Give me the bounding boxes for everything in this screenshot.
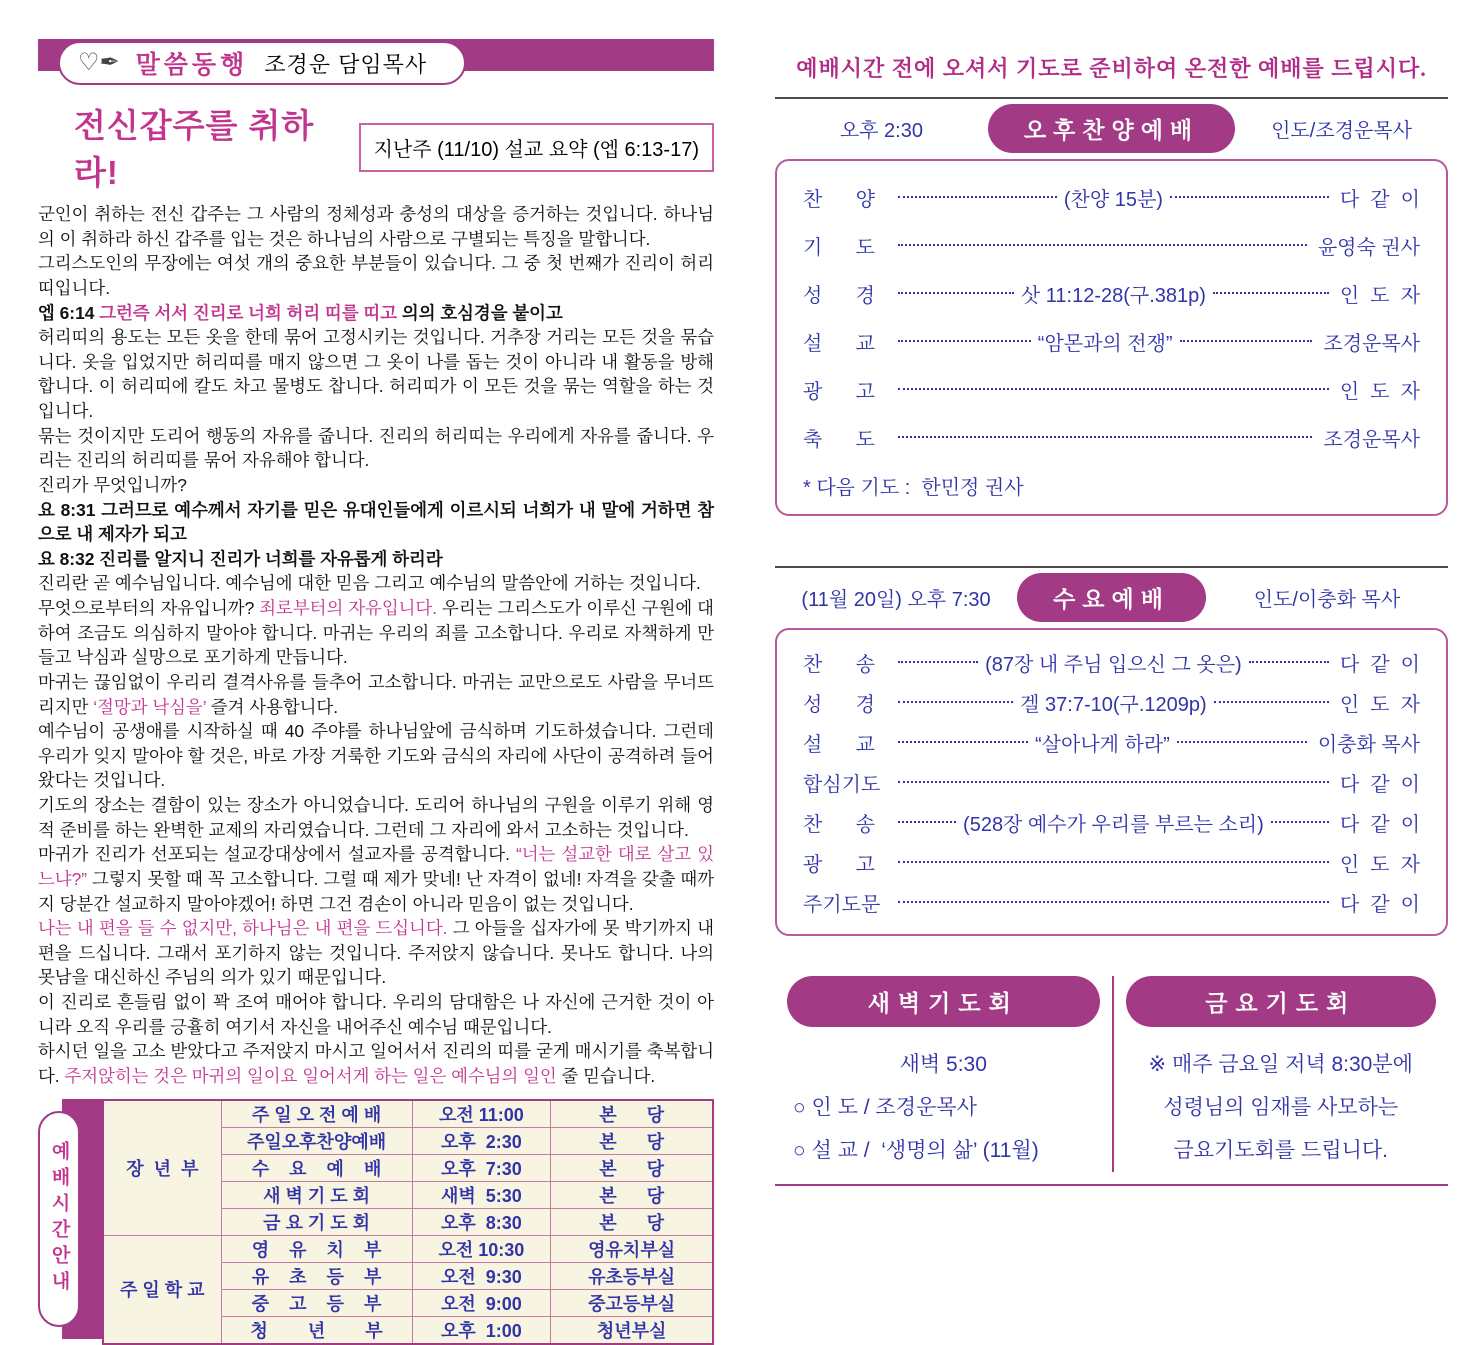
cell-name: 수 요 예 배 (221, 1154, 412, 1181)
service-time: (11월 20일) 오후 7:30 (801, 589, 991, 611)
order-item-detail: (87장 내 주님 입으신 그 옷은) (985, 653, 1242, 676)
dotted-leader (898, 901, 1329, 903)
prayer-line: ○ 설 교 / ‘생명의 삶’ (11월) (793, 1139, 1039, 1163)
dotted-leader (898, 436, 1312, 438)
order-item-detail: 겔 37:7-10(구.1209p) (1020, 693, 1207, 716)
order-item: 축 도 조경운목사 (803, 413, 1420, 461)
order-item-person: 윤영숙 권사 (1317, 236, 1420, 259)
sermon-title: 전신갑주를 취하라! (74, 107, 315, 191)
worship-time-strip (38, 1099, 102, 1339)
dotted-leader (1180, 340, 1313, 342)
dawn-prayer-box (775, 976, 1112, 1172)
order-page (775, 40, 1448, 1186)
afternoon-service-section (775, 104, 1448, 516)
order-item-person: 다 같 이 (1339, 188, 1420, 211)
order-item: 성 경 겔 37:7-10(구.1209p) 인 도 자 (803, 682, 1420, 722)
sermon-subtitle: 지난주 (11/10) 설교 요약 (엡 6:13-17) (359, 123, 714, 172)
dotted-leader (1214, 701, 1329, 703)
group-label: 주 일 학 교 (103, 1235, 221, 1344)
cell-name: 주일오후찬양예배 (221, 1127, 412, 1154)
divider-line (775, 566, 1448, 568)
table-row (103, 1100, 713, 1128)
order-item-detail: “암몬과의 전쟁” (1037, 332, 1173, 355)
sermon-paragraph: 군인이 취하는 전신 갑주는 그 사람의 정체성과 충성의 대상을 증거하는 것입니다. 하나님의 이 취하라 하신 갑주를 입는 것은 하나님의 사람으로 구별되는 특징을 말합니다. (38, 204, 714, 249)
order-item-person: 인 도 자 (1339, 853, 1420, 876)
sermon-paragraph: 진리란 곧 예수님입니다. 예수님에 대한 믿음 그리고 예수님의 말씀안에 거하는 것입니다. (38, 573, 701, 594)
order-item: 주기도문 다 같 이 (803, 882, 1420, 922)
dotted-leader (898, 340, 1031, 342)
service-title-pill: 수요예배 (1017, 573, 1206, 622)
order-item-detail: “살아나게 하라” (1035, 733, 1170, 756)
service-title-pill: 오후찬양예배 (988, 104, 1235, 153)
banner-pill (58, 41, 466, 85)
cell-place: 본 당 (551, 1181, 713, 1208)
friday-prayer-box (1112, 976, 1449, 1172)
order-item: 기 도 윤영숙 권사 (803, 221, 1420, 269)
order-item-person: 다 같 이 (1339, 813, 1421, 836)
sermon-title-row (38, 100, 714, 194)
order-item: 찬 양 (찬양 15분) 다 같 이 (803, 173, 1420, 221)
worship-time-label: 예배시간안내 (48, 1140, 70, 1297)
order-item-person: 이충화 목사 (1317, 733, 1420, 756)
order-item-person: 다 같 이 (1339, 773, 1420, 796)
cell-name: 유 초 등 부 (221, 1262, 412, 1289)
section-spacer (775, 516, 1448, 552)
dotted-leader (1271, 821, 1329, 823)
cell-time: 오전 9:00 (412, 1289, 551, 1316)
prayer-line: 금요기도회를 드립니다. (1173, 1139, 1389, 1163)
sermon-paragraph: 하시던 일을 고소 받았다고 주저앉지 마시고 일어서서 진리의 띠를 굳게 매시기를 축복합니다. 주저앉히는 것은 마귀의 일이요 일어서게 하는 일은 예수님의 일인 줄 믿습니다. (38, 1041, 714, 1086)
banner-pastor-name: 조경운 담임목사 (264, 51, 428, 77)
order-item: 광 고 인 도 자 (803, 842, 1420, 882)
order-item: 설 교 “암몬과의 전쟁” 조경운목사 (803, 317, 1420, 365)
sermon-paragraph: 그리스도인의 무장에는 여섯 개의 중요한 부분들이 있습니다. 그 중 첫 번째가 진리이 허리띠입니다. (38, 253, 714, 298)
order-item-person: 인 도 자 (1339, 693, 1420, 716)
dotted-leader (898, 781, 1329, 783)
wednesday-service-section (775, 573, 1448, 936)
sermon-paragraph: 기도의 장소는 결함이 있는 장소가 아니었습니다. 도리어 하나님의 구원을 이루기 위해 영적 준비를 하는 완벽한 교제의 자리였습니다. 그런데 그 자리에 와서 고소하는 것입니다. (38, 795, 714, 840)
order-item-person: 다 같 이 (1339, 893, 1420, 916)
dotted-leader (898, 196, 1057, 198)
prayer-meeting-section (775, 976, 1448, 1186)
cell-name: 중 고 등 부 (221, 1289, 412, 1316)
sermon-paragraph: 이 진리로 흔들림 없이 꽉 조여 매어야 합니다. 우리의 담대함은 나 자신에 근거한 것이 아니라 오직 우리를 긍휼히 여기서 자신을 내어주신 예수님 때문입니다. (38, 992, 714, 1037)
group-label: 장 년 부 (103, 1100, 221, 1236)
next-prayer-note: * 다음 기도 : 한민정 권사 (803, 477, 1024, 499)
cell-name: 새 벽 기 도 회 (221, 1181, 412, 1208)
dotted-leader (898, 244, 1307, 246)
order-item-detail: (528장 예수가 우리를 부르는 소리) (963, 813, 1264, 836)
dotted-leader (898, 388, 1329, 390)
prayer-line: 새벽 5:30 (899, 1053, 987, 1076)
order-item: 합심기도 다 같 이 (803, 762, 1420, 802)
order-item-person: 인 도 자 (1339, 284, 1421, 307)
sermon-paragraph: 묶는 것이지만 도리어 행동의 자유를 줍니다. 진리의 허리띠는 우리에게 자유를 줍니다. 우리는 진리의 허리띠를 묶어 자유해야 합니다. (38, 425, 714, 471)
cell-time: 오후 1:00 (412, 1316, 551, 1344)
prayer-line: ※ 매주 금요일 저녁 8:30분에 (1148, 1053, 1413, 1076)
order-item-person: 조경운목사 (1323, 428, 1420, 451)
order-item: 찬 송 (87장 내 주님 입으신 그 옷은) 다 같 이 (803, 642, 1420, 682)
service-time: 오후 2:30 (839, 120, 923, 142)
pen-heart-icon: ♡✒ (78, 49, 120, 76)
order-item: 성 경 삿 11:12-28(구.381p) 인 도 자 (803, 269, 1420, 317)
sermon-paragraph: 진리가 무엇입니까? (38, 474, 187, 495)
service-leader: 인도/이충화 목사 (1253, 589, 1401, 611)
dotted-leader (898, 861, 1329, 863)
sermon-paragraph: 나는 내 편을 들 수 없지만, 하나님은 내 편을 드십니다. 그 아들을 십자가에 못 박기까지 내편을 드십니다. 그래서 포기하지 않는 것입니다. 주저앉지 않습니다. 못나도 합니다. 나의 못남을 대신하신 주님의 의가 있기 때문입니다. (38, 918, 715, 988)
prayer-line: ○ 인 도 / 조경운목사 (793, 1096, 977, 1120)
table-row (103, 1235, 713, 1262)
cell-place: 중고등부실 (551, 1289, 713, 1316)
order-item-detail: (찬양 15분) (1063, 188, 1163, 211)
cell-time: 새벽 5:30 (412, 1181, 551, 1208)
cell-time: 오후 7:30 (412, 1154, 551, 1181)
service-header (775, 104, 1448, 153)
order-item: 찬 송 (528장 예수가 우리를 부르는 소리) 다 같 이 (803, 802, 1420, 842)
cell-place: 영유치부실 (551, 1235, 713, 1262)
prayer-line: 성령님의 임재를 사모하는 (1163, 1096, 1399, 1120)
friday-prayer-lines (1118, 1043, 1445, 1172)
dotted-leader (898, 292, 1014, 294)
dotted-leader (898, 701, 1013, 703)
service-leader: 인도/조경운목사 (1271, 120, 1412, 142)
cell-place: 본 당 (551, 1100, 713, 1128)
cell-place: 본 당 (551, 1154, 713, 1181)
banner-brand: 말씀동행 (135, 51, 249, 79)
dotted-leader (1249, 661, 1329, 663)
sermon-paragraph: 예수님이 공생애를 시작하실 때 40 주야를 하나님앞에 금식하며 기도하셨습니다. 그런데 우리가 잊지 말아야 할 것은, 바로 가장 거룩한 기도와 금식의 자리에 사단이 공격하려 들어왔다는 것입니다. (38, 721, 714, 791)
sermon-paragraph: 요 8:31 그러므로 예수께서 자기를 믿은 유대인들에게 이르시되 너희가 내 말에 거하면 참으로 내 제자가 되고 (38, 499, 714, 545)
sermon-paragraph: 허리띠의 용도는 모든 옷을 한데 묶어 고정시키는 것입니다. 거추장 거리는 모든 것을 묶습니다. 옷을 입었지만 허리띠를 매지 않으면 그 옷이 나를 돕는 것이 아니라 내 활동을 방해합니다. 이 허리띠에 칼도 차고 물병도 찹니다. 허리띠가 이 모든 것을 묶는 역할을 하는 것입니다. (38, 327, 714, 421)
cell-name: 영 유 치 부 (221, 1235, 412, 1262)
service-order-box (775, 159, 1448, 516)
order-item-person: 조경운목사 (1323, 332, 1420, 355)
cell-name: 주 일 오 전 예 배 (221, 1100, 412, 1128)
cell-name: 청 년 부 (221, 1316, 412, 1344)
sermon-body (38, 202, 714, 1089)
cell-time: 오후 2:30 (412, 1127, 551, 1154)
sermon-banner (38, 36, 714, 92)
sermon-page (38, 36, 714, 1339)
sermon-paragraph: 마귀는 끊임없이 우리리 결격사유를 들추어 고소합니다. 마귀는 교만으로도 사람을 무너뜨리지만 ‘절망과 낙심을’ 즐겨 사용합니다. (38, 671, 714, 717)
friday-prayer-title: 금요기도회 (1126, 976, 1437, 1027)
dawn-prayer-lines (779, 1043, 1108, 1172)
dotted-leader (898, 661, 978, 663)
sermon-paragraph: 무엇으로부터의 자유입니까? 죄로부터의 자유입니다. 우리는 그리스도가 이루신 구원에 대하여 조금도 의심하지 말아야 합니다. 마귀는 우리의 죄를 고소합니다. 우리로 자책하게 만들고 낙심과 실망으로 포기하게 만듭니다. (38, 598, 714, 668)
cell-place: 본 당 (551, 1127, 713, 1154)
cell-time: 오전 11:00 (412, 1100, 551, 1128)
worship-notice: 예배시간 전에 오셔서 기도로 준비하여 온전한 예배를 드립시다. (796, 56, 1427, 81)
worship-time-capsule (38, 1111, 80, 1327)
dotted-leader (898, 821, 956, 823)
worship-time-table (38, 1099, 714, 1339)
cell-name: 금 요 기 도 회 (221, 1208, 412, 1235)
cell-place: 청년부실 (551, 1316, 713, 1344)
schedule-table (102, 1099, 714, 1345)
service-header (775, 573, 1448, 622)
divider-line (775, 97, 1448, 99)
cell-time: 오전 10:30 (412, 1235, 551, 1262)
cell-place: 본 당 (551, 1208, 713, 1235)
order-item: 광 고 인 도 자 (803, 365, 1420, 413)
service-order-box (775, 628, 1448, 936)
cell-place: 유초등부실 (551, 1262, 713, 1289)
dotted-leader (1177, 741, 1307, 743)
order-item-person: 다 같 이 (1339, 653, 1420, 676)
cell-time: 오전 9:30 (412, 1262, 551, 1289)
dotted-leader (1213, 292, 1329, 294)
order-item-person: 인 도 자 (1339, 380, 1420, 403)
dotted-leader (1170, 196, 1329, 198)
order-item: 설 교 “살아나게 하라” 이충화 목사 (803, 722, 1420, 762)
order-item-detail: 삿 11:12-28(구.381p) (1020, 284, 1206, 307)
cell-time: 오후 8:30 (412, 1208, 551, 1235)
sermon-paragraph: 마귀가 진리가 선포되는 설교강대상에서 설교자를 공격합니다. “너는 설교한 대로 살고 있느냐?” 그렇지 못할 때 꼭 고소합니다. 그럴 때 제가 맞네! 난 자격이 없네! 자격을 갖출 때까지 당분간 설교하지 말아야겠어! 하면 그건 겸손이 아니라 믿음이 없는 것입니다. (38, 844, 714, 914)
sermon-paragraph: 엡 6:14 그런즉 서서 진리로 너희 허리 띠를 띠고 의의 호심경을 붙이고 (38, 302, 563, 323)
sermon-paragraph: 요 8:32 진리를 알지니 진리가 너희를 자유롭게 하리라 (38, 548, 443, 569)
dawn-prayer-title: 새벽기도회 (787, 976, 1100, 1027)
dotted-leader (898, 741, 1028, 743)
